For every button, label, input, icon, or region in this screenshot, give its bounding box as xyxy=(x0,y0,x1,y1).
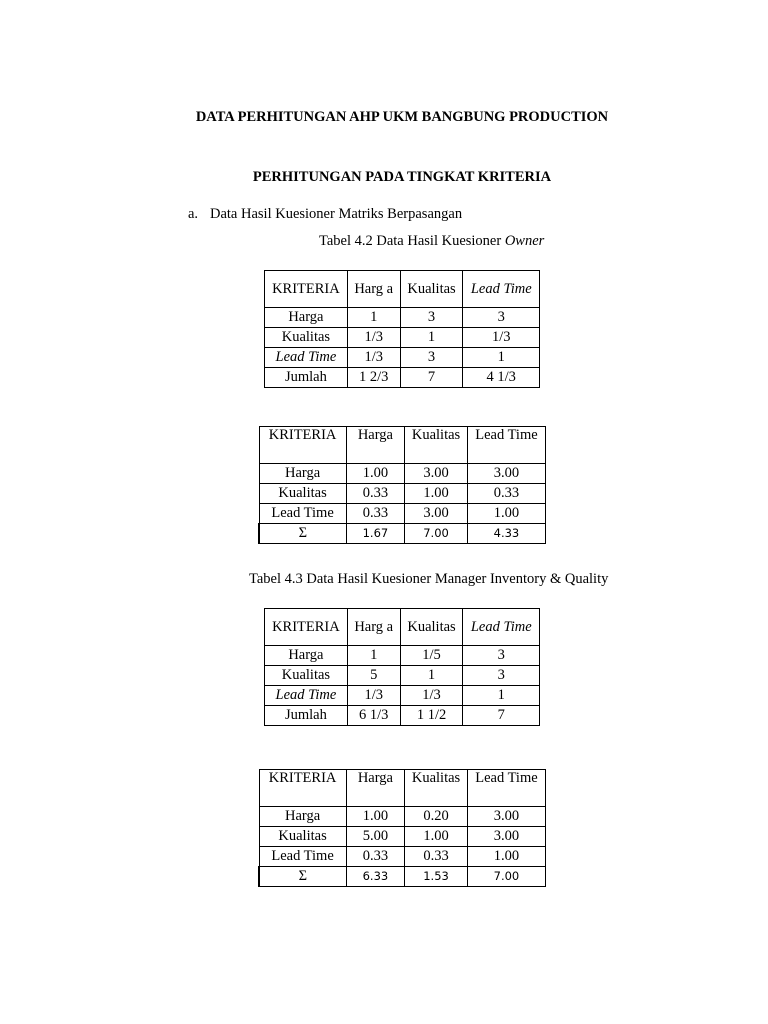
table-cell: 0.33 xyxy=(467,484,545,504)
header-cell: Lead Time xyxy=(467,427,545,464)
caption-text: Tabel 4.2 Data Hasil Kuesioner xyxy=(319,233,505,249)
table-cell: 3.00 xyxy=(467,464,545,484)
header-cell: Kualitas xyxy=(400,609,463,646)
header-cell: Harga xyxy=(346,770,405,807)
table-row xyxy=(259,464,546,484)
table-cell: 3.00 xyxy=(467,807,545,827)
header-cell: Kualitas xyxy=(400,271,463,308)
table-cell: Harga xyxy=(259,464,346,484)
table-cell: 1/3 xyxy=(400,686,463,706)
table-cell: 1 xyxy=(463,348,540,368)
header-cell: KRITERIA xyxy=(259,427,346,464)
table-cell: 3.00 xyxy=(405,464,468,484)
table-cell: 3 xyxy=(463,666,540,686)
table-row xyxy=(259,867,546,887)
table-cell: 1.00 xyxy=(346,807,405,827)
table-row xyxy=(259,524,546,544)
table-owner-decimal xyxy=(258,426,546,544)
table-cell: Jumlah xyxy=(265,706,348,726)
caption-italic-text: Owner xyxy=(504,233,545,249)
table-row xyxy=(259,807,546,827)
table-cell: 0.33 xyxy=(346,847,405,867)
table-cell: 7.00 xyxy=(405,524,468,544)
table-cell: 1.00 xyxy=(467,504,545,524)
table-cell: 1/3 xyxy=(347,348,400,368)
table-row xyxy=(259,504,546,524)
table-row xyxy=(265,308,540,328)
table-row xyxy=(265,666,540,686)
table-cell: 1 1/2 xyxy=(400,706,463,726)
table-cell: Kualitas xyxy=(265,666,348,686)
header-cell: Lead Time xyxy=(463,609,540,646)
header-cell: KRITERIA xyxy=(265,609,348,646)
table-cell: Lead Time xyxy=(265,686,348,706)
table-cell: 6 1/3 xyxy=(347,706,400,726)
table-row xyxy=(265,706,540,726)
header-cell: Harga xyxy=(346,427,405,464)
header-cell: Kualitas xyxy=(405,770,468,807)
table-cell: 1 2/3 xyxy=(347,368,400,388)
table-row xyxy=(259,827,546,847)
table-cell: Harga xyxy=(265,646,348,666)
table-row xyxy=(265,646,540,666)
table-manager-fraction xyxy=(264,608,540,726)
table-cell: 0.20 xyxy=(405,807,468,827)
list-item-a xyxy=(188,206,462,223)
table-cell: Kualitas xyxy=(265,328,348,348)
table-row xyxy=(265,368,540,388)
table-cell: 1/3 xyxy=(463,328,540,348)
table-cell: 1/3 xyxy=(347,686,400,706)
table-cell: Kualitas xyxy=(259,827,346,847)
table-cell: Lead Time xyxy=(259,504,346,524)
header-cell: Kualitas xyxy=(405,427,468,464)
header-cell: KRITERIA xyxy=(259,770,346,807)
sum-symbol-cell: Σ xyxy=(259,524,346,544)
table-cell: 4.33 xyxy=(467,524,545,544)
table-cell: 7.00 xyxy=(467,867,545,887)
table-row xyxy=(259,484,546,504)
table-cell: Harga xyxy=(265,308,348,328)
table-header-row xyxy=(265,271,540,308)
section-title: PERHITUNGAN PADA TINGKAT KRITERIA xyxy=(252,169,552,185)
document-title: DATA PERHITUNGAN AHP UKM BANGBUNG PRODUCTION xyxy=(195,109,609,125)
header-cell: KRITERIA xyxy=(265,271,348,308)
table-cell: 1/5 xyxy=(400,646,463,666)
table-cell: 1 xyxy=(347,646,400,666)
table-manager-decimal xyxy=(258,769,546,887)
table-header-row xyxy=(259,770,546,807)
header-cell: Harg a xyxy=(347,609,400,646)
table-cell: 1 xyxy=(400,666,463,686)
table-cell: 7 xyxy=(463,706,540,726)
table-caption-manager: Tabel 4.3 Data Hasil Kuesioner Manager Inventory & Quality xyxy=(249,571,609,587)
table-cell: 0.33 xyxy=(346,504,405,524)
table-header-row xyxy=(265,609,540,646)
table-cell: 3 xyxy=(463,646,540,666)
table-owner-fraction xyxy=(264,270,540,388)
table-caption-owner xyxy=(319,233,544,250)
table-cell: 0.33 xyxy=(405,847,468,867)
table-cell: Lead Time xyxy=(259,847,346,867)
table-cell: 5.00 xyxy=(346,827,405,847)
table-cell: Lead Time xyxy=(265,348,348,368)
table-cell: 1.00 xyxy=(346,464,405,484)
table-cell: 1 xyxy=(463,686,540,706)
table-cell: 7 xyxy=(400,368,463,388)
table-cell: 1.00 xyxy=(405,827,468,847)
table-cell: 3.00 xyxy=(467,827,545,847)
table-cell: 0.33 xyxy=(346,484,405,504)
table-cell: 5 xyxy=(347,666,400,686)
table-cell: 1.53 xyxy=(405,867,468,887)
sum-symbol-cell: Σ xyxy=(259,867,346,887)
list-marker: a. xyxy=(188,206,199,222)
list-item-text: Data Hasil Kuesioner Matriks Berpasangan xyxy=(210,206,463,222)
table-cell: Jumlah xyxy=(265,368,348,388)
header-cell: Lead Time xyxy=(463,271,540,308)
table-cell: 3 xyxy=(463,308,540,328)
table-row xyxy=(265,348,540,368)
table-cell: 3 xyxy=(400,308,463,328)
table-cell: 4 1/3 xyxy=(463,368,540,388)
table-row xyxy=(259,847,546,867)
table-cell: Harga xyxy=(259,807,346,827)
table-header-row xyxy=(259,427,546,464)
header-cell: Lead Time xyxy=(467,770,545,807)
table-cell: 1.67 xyxy=(346,524,405,544)
table-cell: 1.00 xyxy=(405,484,468,504)
table-cell: 3.00 xyxy=(405,504,468,524)
table-row xyxy=(265,328,540,348)
table-cell: 1 xyxy=(347,308,400,328)
table-cell: 1 xyxy=(400,328,463,348)
table-cell: 3 xyxy=(400,348,463,368)
table-cell: 6.33 xyxy=(346,867,405,887)
table-cell: 1/3 xyxy=(347,328,400,348)
table-cell: Kualitas xyxy=(259,484,346,504)
table-cell: 1.00 xyxy=(467,847,545,867)
header-cell: Harg a xyxy=(347,271,400,308)
table-row xyxy=(265,686,540,706)
